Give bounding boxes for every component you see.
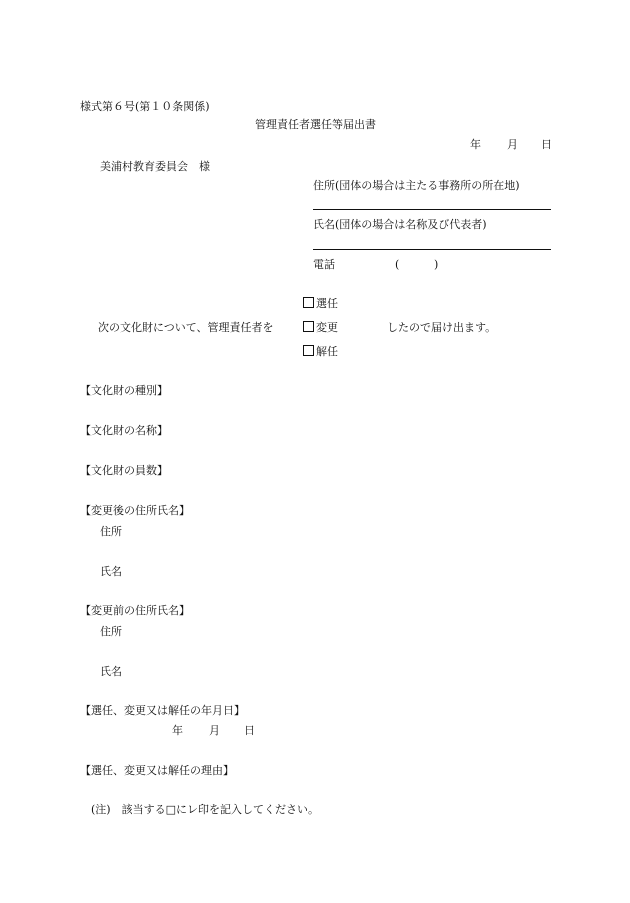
before-name-label: 氏名 <box>100 665 122 678</box>
applicant-address-line <box>313 209 551 210</box>
section-cultural-property-type: 【文化財の種別】 <box>80 384 168 397</box>
option-dismiss <box>303 345 338 359</box>
date-month-label: 月 <box>507 138 518 151</box>
after-name-label: 氏名 <box>100 565 122 578</box>
date-year-label: 年 <box>470 138 481 151</box>
statement-suffix: したので届け出ます。 <box>387 321 497 334</box>
change-date-year-label: 年 <box>172 724 183 737</box>
option-dismiss-label: 解任 <box>316 345 338 358</box>
note: (注) 該当する□にレ印を記入してください。 <box>91 803 319 816</box>
section-before-change: 【変更前の住所氏名】 <box>80 604 190 617</box>
option-appoint <box>303 297 338 311</box>
section-cultural-property-name: 【文化財の名称】 <box>80 424 168 437</box>
option-appoint-label: 選任 <box>316 297 338 310</box>
after-address-label: 住所 <box>100 525 122 538</box>
document-title: 管理責任者選任等届出書 <box>255 118 376 131</box>
before-address-label: 住所 <box>100 625 122 638</box>
appoint-checkbox[interactable] <box>303 297 314 308</box>
section-change-date: 【選任、変更又は解任の年月日】 <box>80 704 245 717</box>
section-change-reason: 【選任、変更又は解任の理由】 <box>80 764 234 777</box>
phone-paren-open: ( <box>395 258 400 271</box>
applicant-name-line <box>313 249 551 250</box>
change-date-month-label: 月 <box>209 724 220 737</box>
applicant-address-label: 住所(団体の場合は主たる事務所の所在地) <box>313 179 520 192</box>
statement-prefix: 次の文化財について、管理責任者を <box>98 321 274 334</box>
option-change <box>303 321 338 335</box>
change-checkbox[interactable] <box>303 321 314 332</box>
option-change-label: 変更 <box>316 321 338 334</box>
applicant-name-label: 氏名(団体の場合は名称及び代表者) <box>313 218 487 231</box>
change-date-day-label: 日 <box>244 724 255 737</box>
applicant-phone-label: 電話 <box>313 258 335 271</box>
date-day-label: 日 <box>541 138 552 151</box>
section-cultural-property-count: 【文化財の員数】 <box>80 464 168 477</box>
addressee: 美浦村教育委員会 様 <box>100 160 210 173</box>
section-after-change: 【変更後の住所氏名】 <box>80 504 190 517</box>
dismiss-checkbox[interactable] <box>303 345 314 356</box>
form-number: 様式第６号(第１０条関係) <box>80 100 210 113</box>
phone-paren-close: ) <box>434 258 439 271</box>
